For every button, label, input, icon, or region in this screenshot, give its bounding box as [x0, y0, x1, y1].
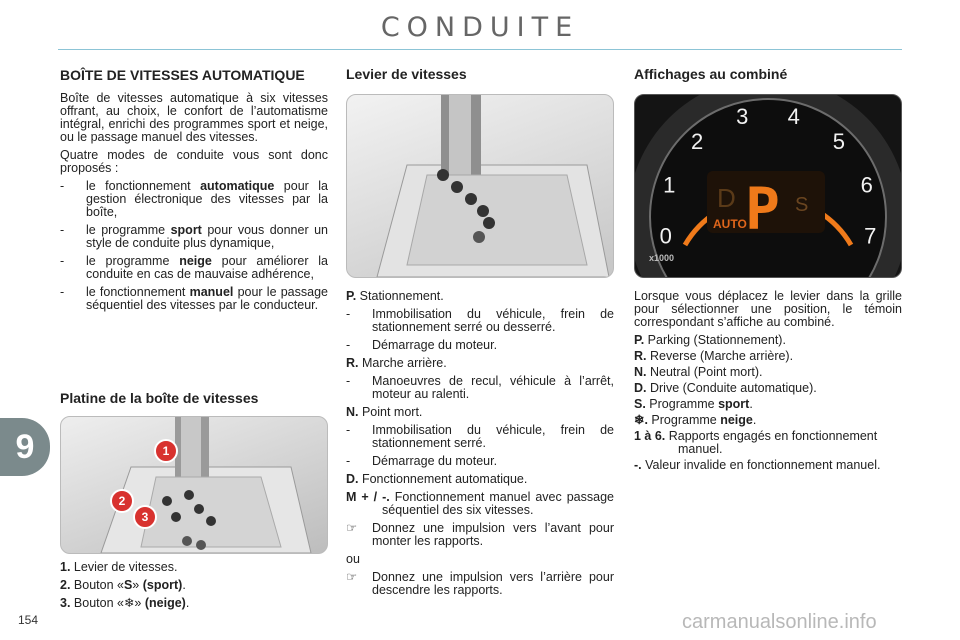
cluster-item	[634, 382, 902, 395]
gear-panel-illustration	[61, 417, 327, 553]
lever-detail-item	[346, 424, 614, 450]
list-dash: -	[346, 374, 351, 388]
cluster-bold: neige	[720, 413, 753, 427]
cluster-text: Programme	[647, 413, 721, 427]
page-number: 154	[18, 613, 39, 627]
lever-position-item	[346, 491, 614, 517]
mode-keyword: neige	[179, 254, 212, 268]
position-text: Marche arrière.	[358, 356, 447, 370]
mode-text-post: pour le passage séquentiel des vitesses par le conducteur.	[86, 285, 328, 312]
detail-text: Immobilisation du véhicule, frein de stationnement serré ou desserré.	[372, 307, 614, 334]
position-text: Fonctionnement automatique.	[358, 472, 528, 486]
callout-number: 3.	[60, 596, 71, 610]
position-key: P.	[346, 289, 357, 303]
callout-item	[60, 597, 330, 610]
cluster-item	[634, 430, 902, 456]
lever-detail-item	[346, 339, 614, 352]
mode-keyword: sport	[170, 223, 202, 237]
cluster-item	[634, 366, 902, 379]
callout-text: Bouton «	[70, 578, 124, 592]
mode-text-pre: le fonctionnement	[86, 179, 201, 193]
intro-paragraph: Boîte de vitesses automatique à six vitesses offrant, au choix, le confort de l’automatisme intégral, enrichi des programmes sport et neige, ou le passage manuel des vitesses.	[60, 91, 328, 144]
tachometer-gauge	[635, 95, 901, 277]
platine-title	[60, 392, 330, 405]
mode-text-post: pour vous donner un style de conduite plus dynamique,	[86, 223, 328, 250]
callout-text2: .	[185, 596, 190, 610]
cluster-key: -.	[634, 458, 642, 472]
cluster-bold: sport	[718, 397, 750, 411]
header-divider	[58, 49, 902, 50]
detail-text: Démarrage du moteur.	[372, 338, 498, 352]
callout-badge-1: 1	[154, 439, 178, 463]
pointer-icon: ☞	[346, 570, 358, 584]
mode-item	[60, 286, 328, 312]
cluster-item	[634, 398, 902, 411]
chapter-number: 9	[15, 428, 35, 466]
cluster-text: Parking (Stationnement).	[644, 333, 786, 347]
cluster-key: R.	[634, 349, 647, 363]
gauge-tick-label: 0	[659, 223, 672, 249]
cluster-text2: .	[749, 397, 753, 411]
cluster-text: Neutral (Point mort).	[646, 365, 763, 379]
chapter-tab[interactable]	[0, 418, 50, 476]
position-key: D.	[346, 472, 359, 486]
list-dash: -	[60, 254, 65, 268]
position-key: R.	[346, 356, 359, 370]
section-title-gearbox: BOÎTE DE VITESSES AUTOMATIQUE	[60, 67, 305, 83]
modes-intro: Quatre modes de conduite vous sont donc proposés :	[60, 148, 328, 175]
callout-badge-2: 2	[110, 489, 134, 513]
gauge-display-sport: S	[795, 194, 809, 216]
position-key: N.	[346, 405, 359, 419]
mode-keyword: automatique	[200, 179, 275, 193]
mode-text-post: pour la gestion électronique des vitesses par la boîte,	[86, 179, 328, 219]
callout-number: 1.	[60, 560, 71, 574]
list-dash: -	[346, 423, 351, 437]
column-cluster-display	[634, 68, 902, 81]
lever-detail-item	[346, 308, 614, 334]
lever-items-list	[346, 290, 614, 597]
instruction-text: Donnez une impulsion vers l’avant pour monter les rapports.	[372, 521, 614, 548]
mode-keyword: manuel	[189, 285, 234, 299]
cluster-text: Valeur invalide en fonctionnement manuel.	[641, 458, 881, 472]
cluster-key: 1 à 6.	[634, 429, 666, 443]
list-dash: -	[346, 338, 351, 352]
detail-text: Démarrage du moteur.	[372, 454, 498, 468]
position-text: Point mort.	[358, 405, 423, 419]
gauge-tick-label: 2	[690, 128, 704, 154]
callout-item	[60, 579, 330, 592]
mode-text-pre: le programme	[86, 223, 171, 237]
mode-text-pre: le fonctionnement	[86, 285, 190, 299]
cluster-item	[634, 334, 902, 347]
gauge-display-gear: P	[745, 175, 780, 243]
list-dash: -	[60, 179, 65, 193]
gauge-unit-label: x1000	[649, 253, 675, 263]
section-title-cluster: Affichages au combiné	[634, 66, 788, 82]
cluster-text: Drive (Conduite automatique).	[646, 381, 817, 395]
instruction-text: Donnez une impulsion vers l’arrière pour descendre les rapports.	[372, 570, 614, 597]
callout-text: Bouton «❄»	[70, 596, 145, 610]
gauge-tick-label: 6	[860, 172, 873, 198]
gauge-display-auto: AUTO	[713, 217, 747, 231]
lever-position-item	[346, 357, 614, 370]
cluster-legend	[634, 290, 902, 475]
platine-heading: Platine de la boîte de vitesses	[60, 390, 259, 406]
gauge-tick-label: 5	[832, 128, 846, 154]
lever-detail-item	[346, 375, 614, 401]
pointer-icon: ☞	[346, 521, 358, 535]
list-dash: -	[346, 454, 351, 468]
lever-position-item	[346, 406, 614, 419]
mode-text-pre: le programme	[86, 254, 180, 268]
callout-bold: (neige)	[144, 596, 186, 610]
cluster-key: N.	[634, 365, 647, 379]
callout-text2: »	[132, 578, 143, 592]
column-gear-lever	[346, 68, 614, 81]
lever-detail-item	[346, 455, 614, 468]
gauge-tick-label: 4	[787, 104, 800, 130]
lever-position-item	[346, 473, 614, 486]
lever-positions	[346, 290, 614, 602]
callout-badge-3: 3	[133, 505, 157, 529]
position-text: Stationnement.	[356, 289, 444, 303]
page-header-title: CONDUITE	[380, 12, 580, 43]
callout-number: 2.	[60, 578, 71, 592]
cluster-item	[634, 414, 902, 427]
gauge-tick-label: 1	[663, 172, 676, 198]
cluster-item	[634, 459, 902, 472]
detail-text: Manoeuvres de recul, véhicule à l’arrêt, moteur au ralenti.	[372, 374, 614, 401]
gear-lever-photo	[346, 94, 614, 278]
gear-panel-photo	[60, 416, 328, 554]
cluster-key: ❄.	[634, 413, 648, 427]
cluster-item	[634, 350, 902, 363]
watermark: carmanualsonline.info	[682, 611, 877, 633]
cluster-key: D.	[634, 381, 647, 395]
gear-lever-illustration	[347, 95, 613, 277]
mode-item	[60, 224, 328, 250]
cluster-text2: .	[752, 413, 757, 427]
callout-list	[60, 561, 330, 610]
list-dash: -	[60, 285, 65, 299]
callout-bold: S	[123, 578, 133, 592]
modes-list	[60, 180, 328, 312]
cluster-text: Reverse (Marche arrière).	[646, 349, 794, 363]
instrument-cluster-photo	[634, 94, 902, 278]
cluster-text: Programme	[645, 397, 719, 411]
cluster-items-list	[634, 334, 902, 472]
gauge-tick-label: 3	[736, 104, 749, 130]
lever-instruction-item	[346, 571, 614, 597]
mode-item	[60, 255, 328, 281]
callout-bold2: (sport)	[142, 578, 183, 592]
section-title-lever: Levier de vitesses	[346, 66, 467, 82]
position-key: M + / -.	[346, 490, 390, 504]
list-dash: -	[60, 223, 65, 237]
lever-connector: ou	[346, 552, 360, 566]
position-text: Fonctionnement manuel avec passage séquentiel des six vitesses.	[382, 490, 614, 517]
callout-text: Levier de vitesses.	[70, 560, 178, 574]
column-automatic-gearbox	[60, 68, 328, 317]
mode-text-post: pour améliorer la conduite en cas de mauvaise adhérence,	[86, 254, 328, 281]
cluster-intro: Lorsque vous déplacez le levier dans la grille pour sélectionner une position, le témoin correspondant s’affiche au combiné.	[634, 289, 902, 329]
gauge-display-d: D	[717, 183, 736, 213]
mode-item	[60, 180, 328, 219]
gauge-tick-label: 7	[864, 223, 877, 249]
callout-legend	[60, 561, 330, 615]
cluster-key: P.	[634, 333, 645, 347]
cluster-key: S.	[634, 397, 646, 411]
lever-instruction-item	[346, 522, 614, 548]
list-dash: -	[346, 307, 351, 321]
callout-text3: .	[182, 578, 186, 592]
cluster-text: Rapports engagés en fonctionnement manuel.	[665, 429, 878, 456]
lever-position-item	[346, 290, 614, 303]
callout-item	[60, 561, 330, 574]
detail-text: Immobilisation du véhicule, frein de stationnement serré.	[372, 423, 614, 450]
